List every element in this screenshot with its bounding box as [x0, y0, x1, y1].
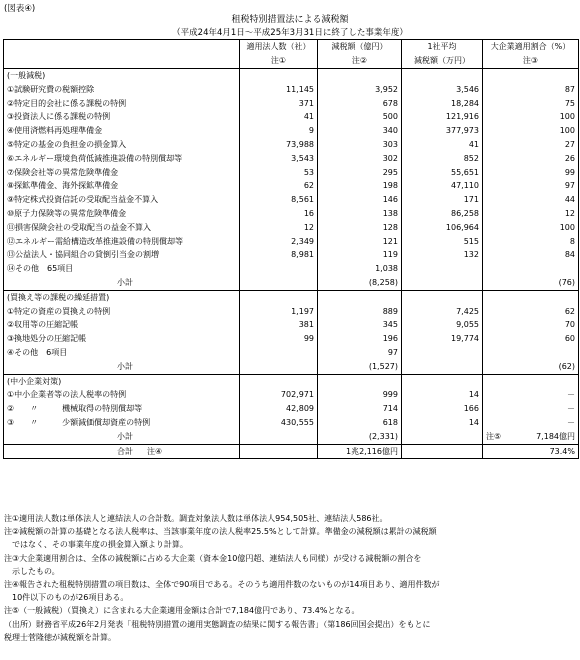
row-avg: 41 [402, 138, 483, 152]
row-amount: 500 [318, 110, 402, 124]
subtotal-amount: (2,331) [318, 430, 402, 444]
row-avg: 7,425 [402, 305, 483, 319]
row-amount: 119 [318, 248, 402, 262]
total-row [4, 444, 579, 459]
row-ratio: 70 [483, 318, 579, 332]
table-row [4, 221, 579, 235]
row-ratio: 8 [483, 235, 579, 249]
subtotal-amount: (1,527) [318, 360, 402, 374]
row-count: 62 [240, 179, 318, 193]
row-ratio: 97 [483, 179, 579, 193]
header-amount-note: 注② [318, 54, 402, 69]
row-label: ①特定の資産の買換えの特例 [7, 306, 111, 316]
subtotal-note-value: 7,184億円 [536, 431, 575, 441]
table-row [4, 97, 579, 111]
subtotal-row [4, 276, 579, 290]
row-amount: 1,038 [318, 262, 402, 276]
empty-cell [402, 360, 483, 374]
section-heading-row [4, 69, 579, 83]
section-heading: (中小企業対策) [7, 376, 62, 386]
table-row [4, 138, 579, 152]
row-amount: 3,952 [318, 83, 402, 97]
empty-cell [240, 360, 318, 374]
row-label: ⑩原子力保険等の異常危険準備金 [7, 208, 127, 218]
row-label: ①試験研究費の税額控除 [7, 84, 95, 94]
row-count: 12 [240, 221, 318, 235]
footnote-line: 注④報告された租税特別措置の項目数は、全体で90項目である。そのうち適用件数のないものが14項目あり、適用件数が [4, 580, 440, 590]
empty-cell [483, 69, 579, 83]
row-avg: 86,258 [402, 207, 483, 221]
row-avg [402, 346, 483, 360]
row-amount: 196 [318, 332, 402, 346]
row-count: 41 [240, 110, 318, 124]
row-count: 3,543 [240, 152, 318, 166]
row-count: 9 [240, 124, 318, 138]
row-label: ①中小企業者等の法人税率の特例 [7, 390, 127, 400]
row-label: ③換地処分の圧縮記帳 [7, 334, 87, 344]
subtotal-row [4, 360, 579, 374]
row-count: 16 [240, 207, 318, 221]
table-row [4, 416, 579, 430]
row-avg: 852 [402, 152, 483, 166]
row-count [240, 346, 318, 360]
empty-cell [483, 290, 579, 304]
empty-cell [240, 276, 318, 290]
page-subtitle: （平成24年4月1日～平成25年3月31日に終了した事業年度） [172, 28, 408, 38]
row-ratio: － [483, 402, 579, 416]
section-heading-row [4, 374, 579, 388]
subtotal-label-text: 小計 [117, 361, 133, 371]
row-label: ④使用済燃料再処理準備金 [7, 126, 103, 136]
row-ratio: 60 [483, 332, 579, 346]
row-label: ②特定目的会社に係る課税の特例 [7, 98, 127, 108]
row-avg: 55,651 [402, 166, 483, 180]
footnote-line: 税理士菅隆徳が減税額を計算。 [4, 632, 116, 642]
row-avg: 166 [402, 402, 483, 416]
row-ratio: 84 [483, 248, 579, 262]
row-label: ⑤特定の基金の負担金の損金算入 [7, 139, 127, 149]
figure-label: (図表④) [4, 4, 36, 14]
row-amount: 678 [318, 97, 402, 111]
row-amount: 138 [318, 207, 402, 221]
row-avg [402, 262, 483, 276]
row-label: ⑭その他 65項目 [7, 264, 74, 274]
row-ratio: 27 [483, 138, 579, 152]
header-amount: 減税額（億円） [318, 40, 402, 55]
empty-cell [402, 69, 483, 83]
row-avg: 3,546 [402, 83, 483, 97]
subtotal-amount: (8,258) [318, 276, 402, 290]
table-row [4, 152, 579, 166]
total-amount: 1兆2,116億円 [318, 444, 402, 459]
row-count: 99 [240, 332, 318, 346]
row-amount: 714 [318, 402, 402, 416]
section-heading-row [4, 290, 579, 304]
subtotal-label-text: 小計 [117, 431, 133, 441]
empty-cell [402, 430, 483, 444]
header-count-note: 注① [240, 54, 318, 69]
row-count: 430,555 [240, 416, 318, 430]
row-avg: 171 [402, 193, 483, 207]
footnote-line: 注③大企業適用割合は、全体の減税額に占める大企業（資本金10億円超、連結法人も同様）が受ける減税額の割合を [4, 553, 422, 563]
subtotal-ratio: (62) [483, 360, 579, 374]
table-row [4, 166, 579, 180]
row-label: ④その他 6項目 [7, 347, 68, 357]
empty-cell [318, 69, 402, 83]
subtotal-note: 注⑤ [486, 431, 502, 441]
subtotal-label [4, 276, 240, 290]
footnote-line: ではなく、その事業年度の損金算入額より計算。 [4, 540, 188, 550]
table-row [4, 402, 579, 416]
row-label: ③投資法人に係る課税の特例 [7, 112, 111, 122]
row-amount: 999 [318, 388, 402, 402]
empty-cell [318, 374, 402, 388]
row-label: ② 〃 機械取得の特別償却等 [7, 404, 143, 414]
row-amount: 345 [318, 318, 402, 332]
header-count: 適用法人数（社） [240, 40, 318, 55]
row-ratio [483, 346, 579, 360]
table-row [4, 346, 579, 360]
row-amount: 618 [318, 416, 402, 430]
row-amount: 295 [318, 166, 402, 180]
header-ratio: 大企業適用割合（%） [483, 40, 579, 55]
total-label [4, 444, 240, 459]
row-ratio: 100 [483, 124, 579, 138]
row-label: ⑧探鉱準備金、海外探鉱準備金 [7, 181, 119, 191]
footnote-line: 10件以下のものが26項目ある。 [4, 593, 129, 603]
row-count: 371 [240, 97, 318, 111]
total-note: 注④ [147, 446, 163, 456]
row-avg: 515 [402, 235, 483, 249]
table-row [4, 110, 579, 124]
row-amount: 128 [318, 221, 402, 235]
row-ratio: 100 [483, 221, 579, 235]
table-row [4, 124, 579, 138]
row-ratio: 99 [483, 166, 579, 180]
row-label: ③ 〃 少額減価償却資産の特例 [7, 417, 151, 427]
row-ratio: － [483, 416, 579, 430]
row-ratio: 12 [483, 207, 579, 221]
empty-cell [402, 444, 483, 459]
table-row [4, 318, 579, 332]
row-avg: 377,973 [402, 124, 483, 138]
row-avg: 47,110 [402, 179, 483, 193]
empty-cell [240, 444, 318, 459]
footnote-line: 注⑤（一般減税）（買換え）に含まれる大企業適用金額は合計で7,184億円であり、73.4%となる。 [4, 606, 360, 616]
subtotal-ratio: (76) [483, 276, 579, 290]
table-row [4, 179, 579, 193]
table-row [4, 388, 579, 402]
row-count: 42,809 [240, 402, 318, 416]
header-avg-unit: 減税額（万円） [402, 54, 483, 69]
subtotal-label [4, 430, 240, 444]
row-amount: 889 [318, 305, 402, 319]
row-ratio: － [483, 388, 579, 402]
table-row [4, 193, 579, 207]
row-ratio: 62 [483, 305, 579, 319]
empty-cell [240, 69, 318, 83]
total-ratio: 73.4% [483, 444, 579, 459]
empty-cell [240, 430, 318, 444]
footnote-line: 示したもの。 [4, 566, 60, 576]
table-row [4, 332, 579, 346]
row-amount: 146 [318, 193, 402, 207]
empty-cell [402, 290, 483, 304]
row-count: 8,561 [240, 193, 318, 207]
row-avg: 106,964 [402, 221, 483, 235]
table-row [4, 248, 579, 262]
footnote-line: 注②減税額の計算の基礎となる法人税率は、当該事業年度の法人税率25.5%として計算。準備金の減税額は累計の減税額 [4, 527, 437, 537]
row-avg: 18,284 [402, 97, 483, 111]
table-row [4, 83, 579, 97]
footnote-line: （出所）財務省平成26年2月発表「租税特別措置の適用実態調査の結果に関する報告書」（第186回国会提出）をもとに [4, 619, 431, 629]
row-avg: 132 [402, 248, 483, 262]
row-ratio: 44 [483, 193, 579, 207]
row-count: 8,981 [240, 248, 318, 262]
subtotal-ratio [483, 430, 579, 444]
empty-cell [240, 374, 318, 388]
row-ratio: 87 [483, 83, 579, 97]
row-count [240, 262, 318, 276]
row-ratio: 75 [483, 97, 579, 111]
row-label: ②収用等の圧縮記帳 [7, 320, 79, 330]
row-amount: 97 [318, 346, 402, 360]
table-row [4, 207, 579, 221]
row-avg: 9,055 [402, 318, 483, 332]
row-avg: 14 [402, 388, 483, 402]
footnotes [4, 512, 576, 644]
row-label: ⑨特定株式投資信託の受取配当益金不算入 [7, 195, 159, 205]
row-amount: 303 [318, 138, 402, 152]
row-ratio: 100 [483, 110, 579, 124]
row-label: ⑥エネルギー環境負荷低減推進設備の特別償却等 [7, 153, 183, 163]
row-count: 702,971 [240, 388, 318, 402]
row-count: 381 [240, 318, 318, 332]
section-heading: (一般減税) [7, 71, 46, 80]
table-row [4, 262, 579, 276]
empty-cell [402, 276, 483, 290]
subtotal-label-text: 小計 [117, 277, 133, 287]
row-label: ⑫エネルギー需給構造改革推進設備の特別償却等 [7, 236, 183, 246]
row-label: ⑬公益法人・協同組合の貸倒引当金の割増 [7, 250, 159, 260]
page-title: 租税特別措置法による減税額 [231, 15, 349, 25]
row-amount: 121 [318, 235, 402, 249]
row-avg: 19,774 [402, 332, 483, 346]
row-label: ⑪損害保険会社の受取配当の益金不算入 [7, 222, 151, 232]
subtotal-label [4, 360, 240, 374]
row-count: 1,197 [240, 305, 318, 319]
header-avg: 1社平均 [402, 40, 483, 55]
table-row [4, 235, 579, 249]
total-label-text: 合計 [117, 446, 133, 456]
header-blank [4, 40, 240, 69]
row-ratio [483, 262, 579, 276]
row-count: 53 [240, 166, 318, 180]
row-label: ⑦保険会社等の異常危険準備金 [7, 167, 119, 177]
row-ratio: 26 [483, 152, 579, 166]
row-amount: 302 [318, 152, 402, 166]
empty-cell [318, 290, 402, 304]
row-count: 11,145 [240, 83, 318, 97]
row-avg: 14 [402, 416, 483, 430]
table-row [4, 305, 579, 319]
footnote-line: 注①適用法人数は単体法人と連結法人の合計数。調査対象法人数は単体法人954,505社、連結法人586社。 [4, 514, 388, 523]
section-heading: (買換え等の課税の繰延措置) [7, 292, 110, 302]
row-count: 2,349 [240, 235, 318, 249]
row-count: 73,988 [240, 138, 318, 152]
subtotal-row [4, 430, 579, 444]
header-ratio-note: 注③ [483, 54, 579, 69]
tax-reduction-table [3, 39, 579, 459]
empty-cell [483, 374, 579, 388]
empty-cell [402, 374, 483, 388]
row-amount: 198 [318, 179, 402, 193]
row-amount: 340 [318, 124, 402, 138]
row-avg: 121,916 [402, 110, 483, 124]
empty-cell [240, 290, 318, 304]
